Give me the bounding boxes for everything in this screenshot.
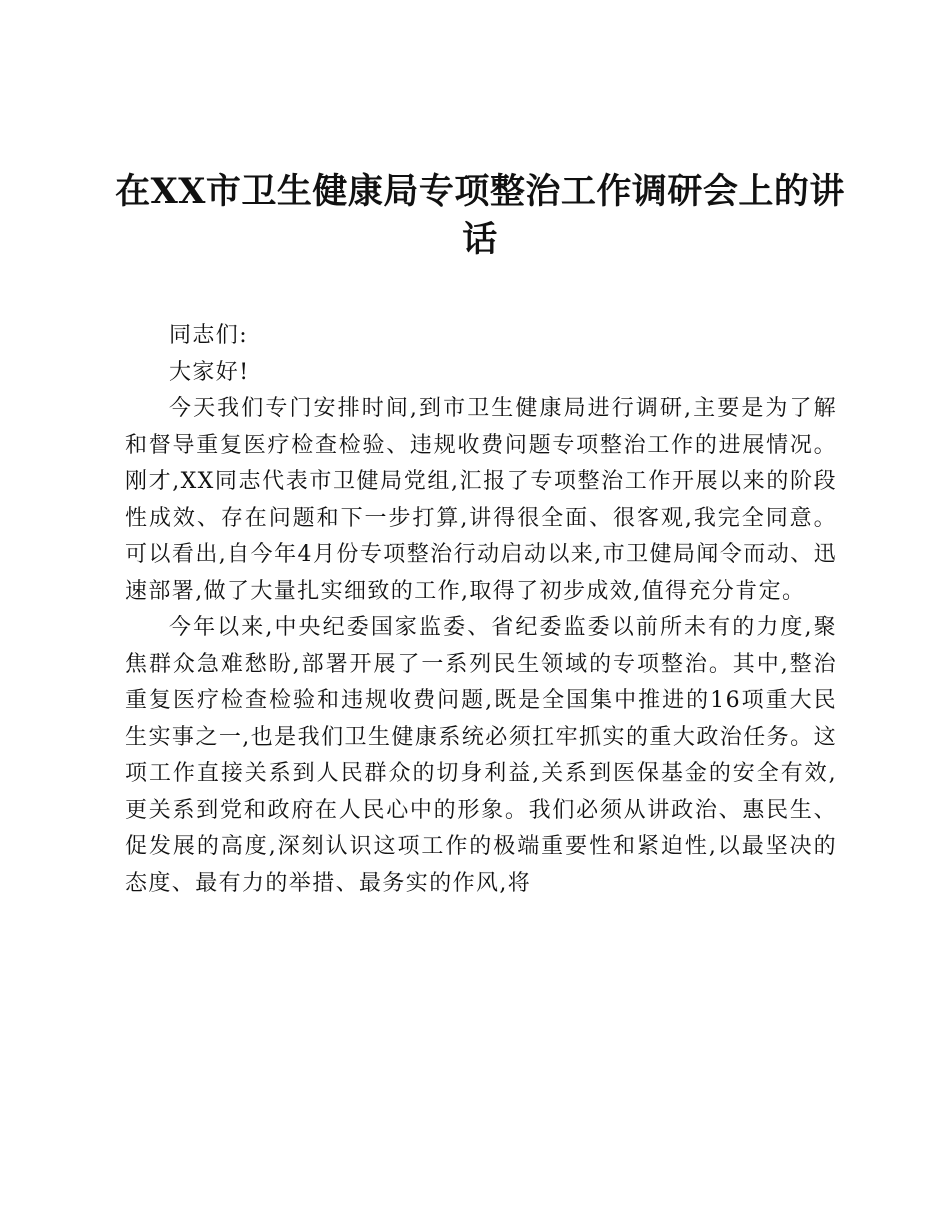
salutation: 同志们:: [169, 323, 249, 348]
paragraph-intro: 今天我们专门安排时间,到市卫生健康局进行调研,主要是为了解和督导重复医疗检查检验、违规收费问题专项整治工作的进展情况。刚才,XX同志代表市卫健局党组,汇报了专项整治工作开展以来的阶段性成效、存在问题和下一步打算,讲得很全面、很客观,我完全同意。可以看出,自今年4月份专项整治行动启动以来,市卫健局闻令而动、迅速部署,做了大量扎实细致的工作,取得了初步成效,值得充分肯定。: [125, 396, 837, 604]
greeting: 大家好!: [169, 359, 250, 385]
document-title: 在XX市卫生健康局专项整治工作调研会上的讲话: [115, 171, 845, 260]
paragraph-context: 今年以来,中央纪委国家监委、省纪委监委以前所未有的力度,聚焦群众急难愁盼,部署开展了一系列民生领域的专项整治。其中,整治重复医疗检查检验和违规收费问题,既是全国集中推进的16项重大民生实事之一,也是我们卫生健康系统必须扛牢抓实的重大政治任务。这项工作直接关系到人民群众的切身利益,关系到医保基金的安全有效,更关系到党和政府在人民心中的形象。我们必须从讲政治、惠民生、促发展的高度,深刻认识这项工作的极端重要性和紧迫性,以最坚决的态度、最有力的举措、最务实的作风,将: [125, 615, 837, 896]
document-body: [125, 318, 837, 902]
